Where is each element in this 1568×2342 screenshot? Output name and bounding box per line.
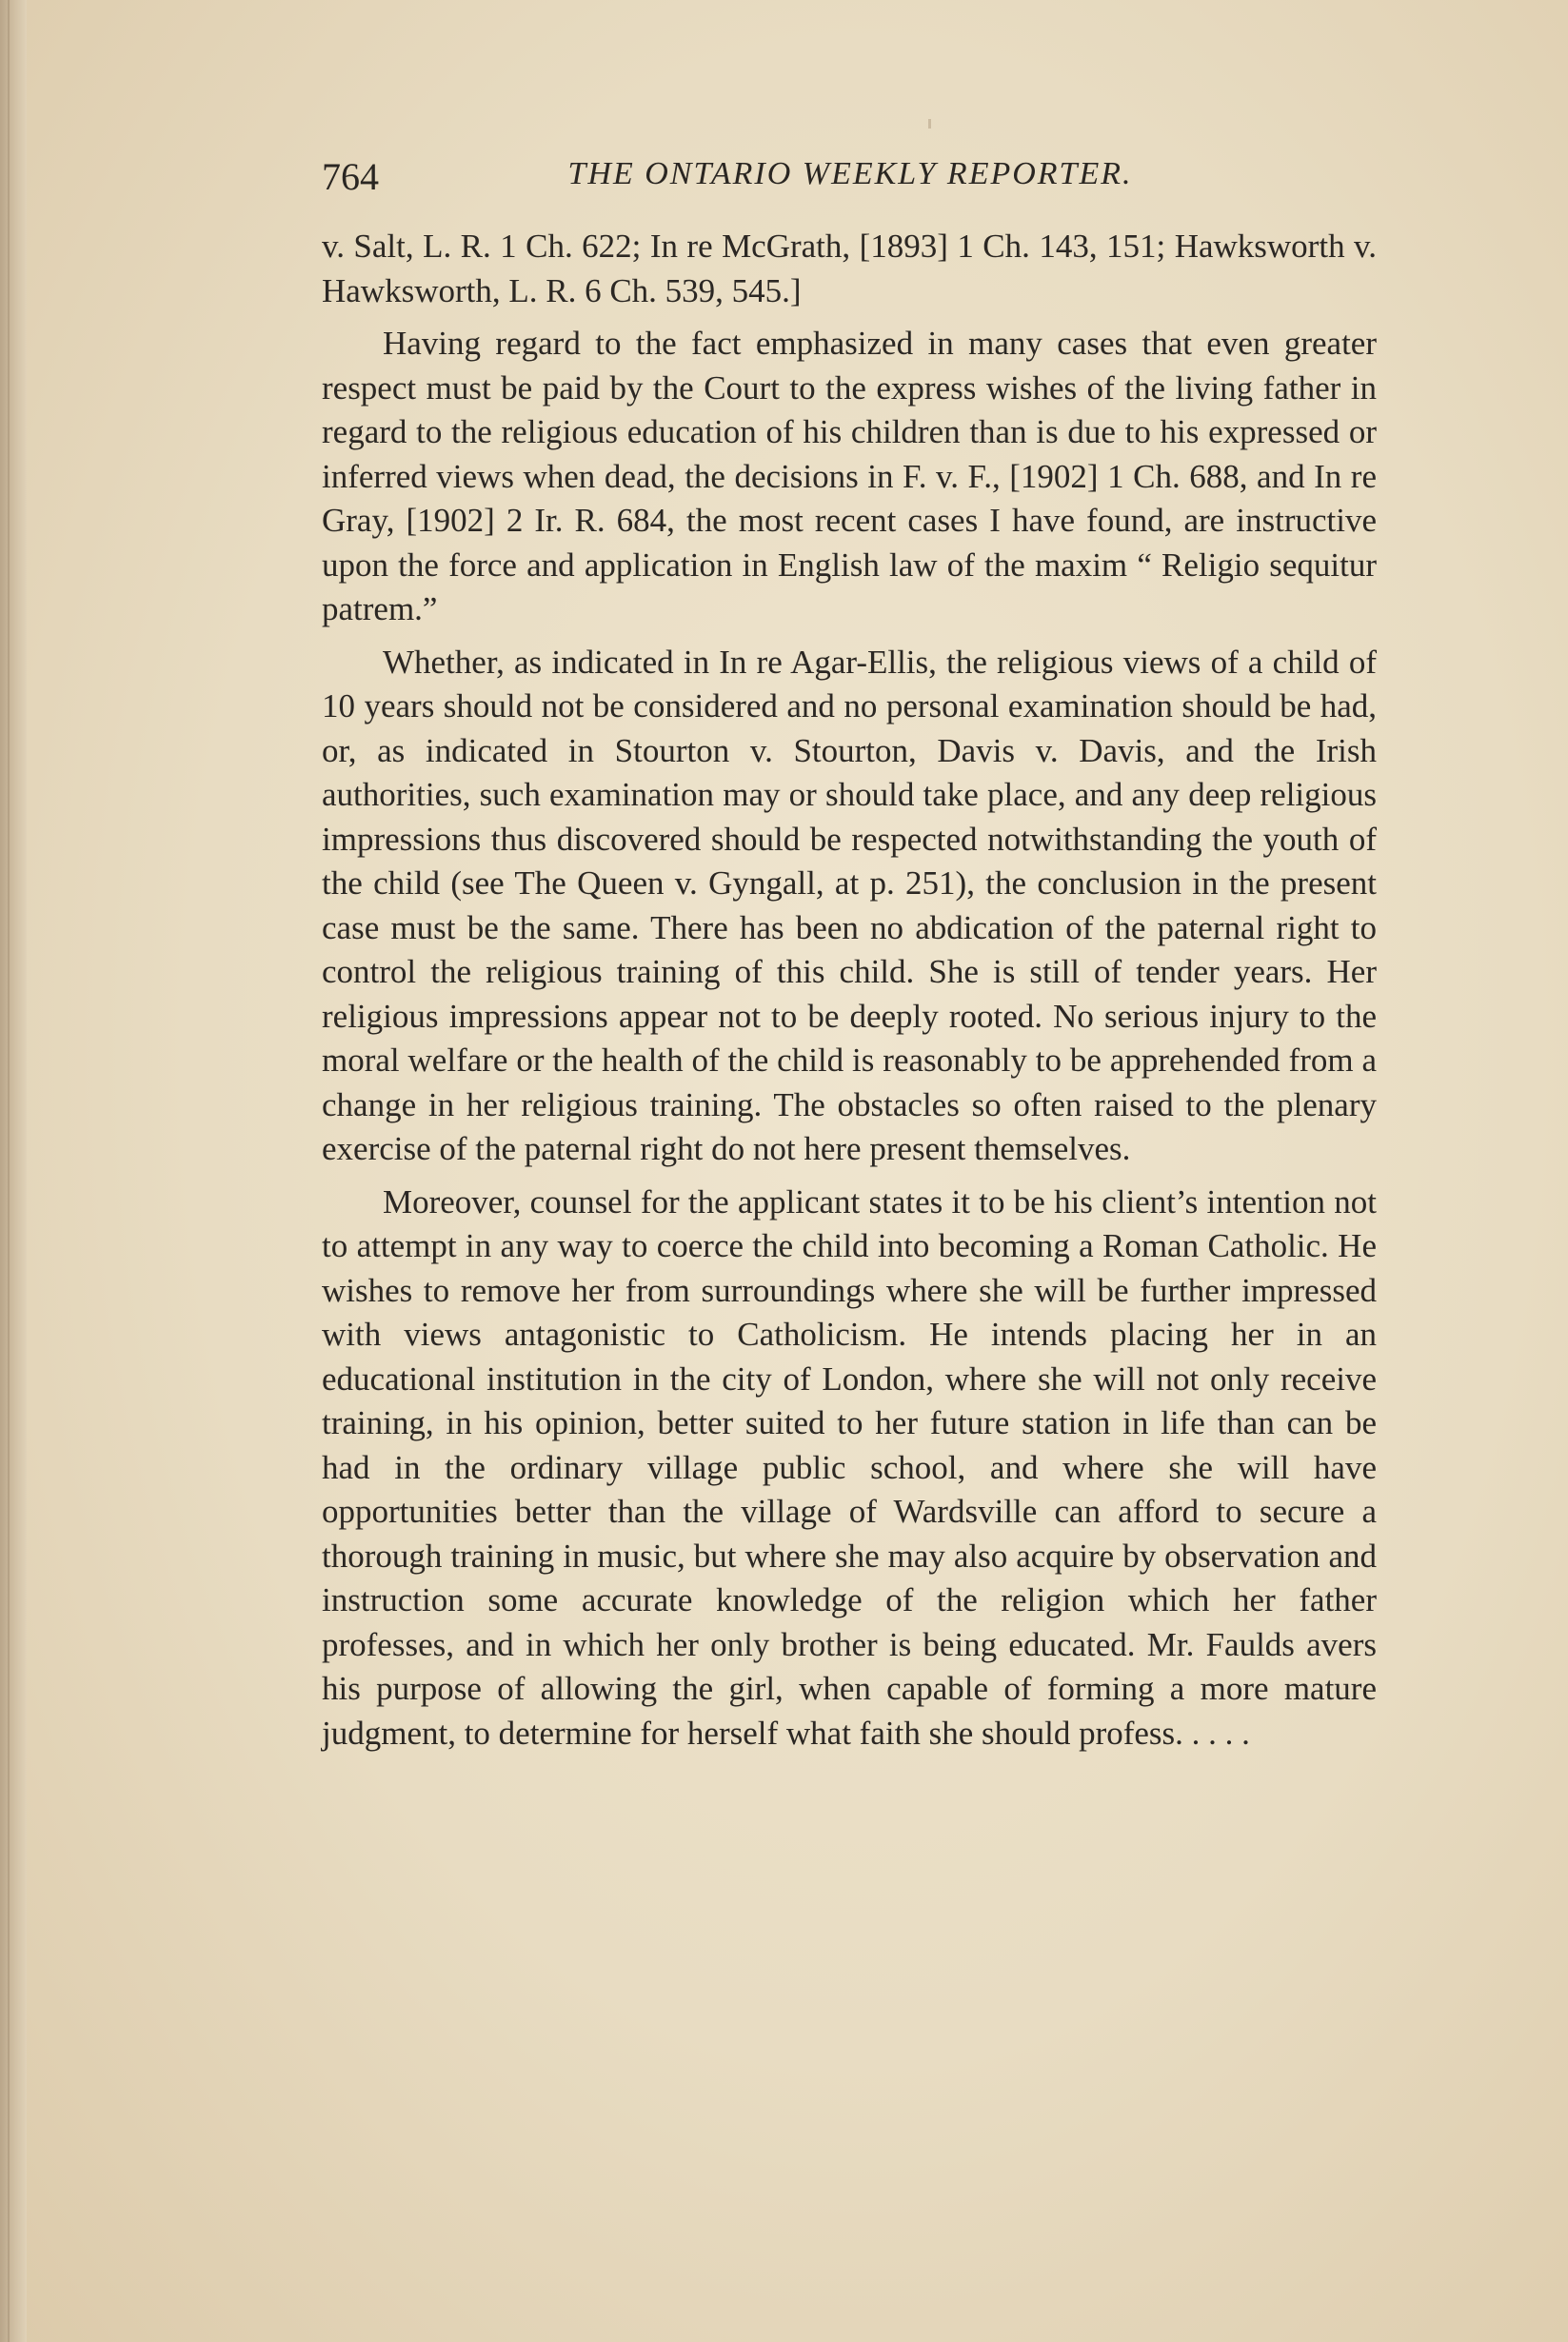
running-title: THE ONTARIO WEEKLY REPORTER. bbox=[567, 156, 1133, 191]
page-number: 764 bbox=[322, 155, 379, 198]
binding-gutter bbox=[0, 0, 27, 2342]
paragraph-citation-continuation: v. Salt, L. R. 1 Ch. 622; In re McGrath, [1893] 1 Ch. 143, 151; Hawksworth v. Hawksworth, L. R. 6 Ch. 539, 545.] bbox=[322, 228, 1377, 309]
paragraph-applicant-intention: Moreover, counsel for the applicant states it to be his client’s intention not to attempt in any way to coerce the child into becoming a Roman Catholic. He wishes to remove her from surroundings where she will be further impressed with views antagonistic to Catholicism. He intends placing her in an educational institution in the city of London, where she will not only receive training, in his opinion, better suited to her future station in life than can be had in the ordinary village public school, and where she will have opportunities better than the village of Wardsville can afford to secure a thorough training in music, but where she may also acquire by observation and instruction some accurate knowledge of the religion which her father professes, and in which her only brother is being educated. Mr. Faulds avers his purpose of allowing the girl, when capable of forming a more mature judgment, to determine for herself what faith she should profess. . . . . bbox=[322, 1182, 1377, 1752]
paragraph-religious-education: Having regard to the fact emphasized in many cases that even greater respect must be paid by the Court to the express wishes of the living father in regard to the religious education of his children than is due to his expressed or inferred views when dead, the decisions in F. v. F., [1902] 1 Ch. 688, and In re Gray, [1902] 2 Ir. R. 684, the most recent cases I have found, are instructive upon the force and application in English law of the maxim “ Religio sequitur patrem.” bbox=[322, 325, 1377, 627]
body-text bbox=[322, 225, 1377, 1756]
page-header bbox=[322, 150, 1379, 208]
paragraph-examination-of-child: Whether, as indicated in In re Agar-Ellis, the religious views of a child of 10 years should not be considered and no personal examination should be had, or, as indicated in Stourton v. Stourton, Davis v. Davis, and the Irish authorities, such examination may or should take place, and any deep religious impressions thus discovered should be respected notwithstanding the youth of the child (see The Queen v. Gyngall, at p. 251), the conclusion in the present case must be the same. There has been no abdication of the paternal right to control the religious training of this child. She is still of tender years. Her religious impressions appear not to be deeply rooted. No serious injury to the moral welfare or the health of the child is reasonably to be apprehended from a change in her religious training. The obstacles so often raised to the plenary exercise of the paternal right do not here present themselves. bbox=[322, 643, 1377, 1167]
ink-speck bbox=[928, 119, 931, 129]
